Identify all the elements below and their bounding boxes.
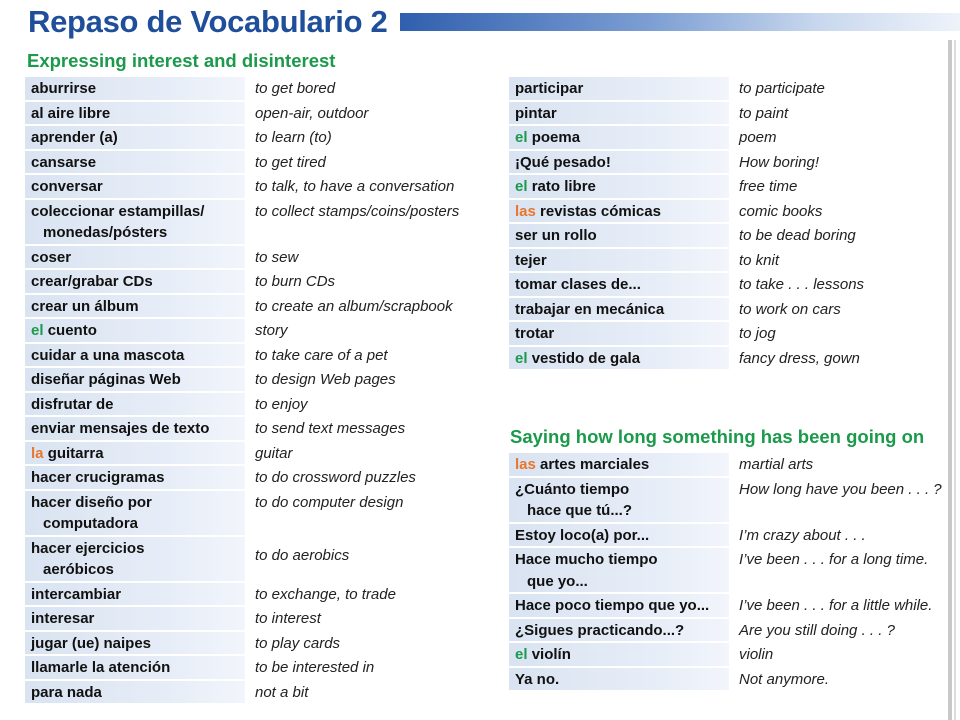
vocab-term	[509, 151, 729, 174]
vocab-article: el	[515, 646, 528, 663]
vocab-row	[509, 224, 947, 247]
vocab-term	[25, 368, 245, 391]
vocab-row	[25, 77, 481, 100]
vocab-term	[25, 200, 245, 244]
vocab-row	[509, 102, 947, 125]
vocab-row	[509, 322, 947, 345]
vocab-meaning: to be dead boring	[739, 227, 856, 244]
vocab-term-text: participar	[515, 80, 584, 97]
vocab-meaning: fancy dress, gown	[739, 349, 860, 367]
vocab-term-text: pintar	[515, 104, 557, 122]
vocab-term	[25, 77, 245, 100]
vocab-term	[25, 246, 245, 269]
vocab-meaning: to design Web pages	[255, 371, 396, 388]
vocab-term	[509, 175, 729, 198]
vocab-term-text: trabajar en mecánica	[515, 300, 665, 318]
vocab-term-text-line2: que yo...	[527, 572, 588, 590]
vocab-meaning: to create an album/scrapbook	[255, 297, 453, 315]
vocab-row	[509, 453, 947, 476]
vocab-row	[25, 344, 481, 367]
vocab-term-text-line2: computadora	[43, 515, 139, 532]
vocab-row	[25, 583, 481, 606]
vocab-term	[509, 548, 729, 592]
vocab-term	[25, 393, 245, 416]
vocab-term-text-line2: hace que tú...?	[527, 502, 633, 519]
vocab-row	[25, 200, 481, 244]
vocab-term	[25, 681, 245, 704]
vocab-meaning: I’ve been . . . for a little while.	[739, 597, 933, 614]
vocab-meaning: to interest	[255, 610, 321, 627]
vocab-row	[509, 175, 947, 198]
vocab-term	[25, 656, 245, 679]
vocab-meaning: to knit	[739, 251, 780, 269]
vocab-term-text: artes marciales	[540, 456, 650, 473]
vocab-term	[25, 319, 245, 342]
vocab-term	[509, 668, 729, 691]
vocab-row	[25, 417, 481, 440]
vocab-term-text: revistas cómicas	[540, 202, 661, 220]
vocab-row	[25, 393, 481, 416]
vocab-row	[25, 656, 481, 679]
vocab-meaning: to talk, to have a conversation	[255, 178, 455, 195]
vocab-term	[25, 607, 245, 630]
vocab-term-text: hacer diseño por	[31, 493, 152, 511]
vocab-term	[509, 126, 729, 149]
vocab-article: el	[515, 129, 528, 146]
vocab-article: el	[515, 178, 528, 195]
vocab-term-text: Estoy loco(a) por...	[515, 526, 650, 544]
vocab-meaning: to do crossword puzzles	[255, 469, 416, 486]
vocab-meaning: Are you still doing . . . ?	[739, 621, 895, 639]
vocab-term-text: cuidar a una mascota	[31, 346, 185, 364]
page-edge-divider-secondary	[954, 40, 956, 720]
vocab-term	[25, 442, 245, 465]
vocab-meaning: to learn (to)	[255, 129, 332, 146]
vocab-term	[509, 298, 729, 321]
vocab-term	[25, 295, 245, 318]
vocab-term	[25, 151, 245, 174]
vocab-article: las	[515, 456, 536, 473]
vocab-row	[509, 347, 947, 370]
vocab-term	[25, 417, 245, 440]
vocab-term	[509, 594, 729, 617]
vocab-meaning: martial arts	[739, 456, 814, 473]
vocab-row	[25, 295, 481, 318]
vocab-term-text: aprender (a)	[31, 129, 118, 146]
vocab-term	[509, 478, 729, 522]
vocab-meaning: to do computer design	[255, 493, 404, 511]
vocab-article: las	[515, 202, 536, 220]
vocab-row	[509, 643, 947, 666]
title-gradient-bar	[400, 13, 960, 31]
vocab-meaning: to play cards	[255, 634, 341, 652]
vocab-meaning: comic books	[739, 202, 823, 220]
vocab-term-text: Hace poco tiempo que yo...	[515, 597, 710, 614]
vocab-meaning: How boring!	[739, 153, 820, 171]
vocab-meaning: open-air, outdoor	[255, 104, 369, 122]
vocab-term	[25, 491, 245, 535]
vocab-term	[509, 524, 729, 547]
vocab-meaning: to be interested in	[255, 659, 375, 676]
vocab-row	[25, 466, 481, 489]
vocab-meaning: story	[255, 322, 288, 339]
vocab-term-text: para nada	[31, 683, 102, 701]
vocab-term-text: coleccionar estampillas/	[31, 202, 205, 220]
vocab-row	[509, 298, 947, 321]
vocab-term-text: tomar clases de...	[515, 276, 641, 293]
vocab-meaning: to take . . . lessons	[739, 276, 865, 293]
vocab-term-text: rato libre	[531, 178, 596, 195]
section-heading-interest: Expressing interest and disinterest	[27, 50, 336, 71]
vocab-term	[509, 643, 729, 666]
vocab-article: el	[31, 322, 44, 339]
vocab-meaning: to burn CDs	[255, 273, 336, 290]
vocab-term-text: cuento	[47, 322, 97, 339]
vocab-term	[509, 619, 729, 642]
vocab-row	[25, 175, 481, 198]
vocab-term-text: ser un rollo	[515, 227, 597, 244]
vocab-row	[509, 249, 947, 272]
vocab-meaning: to do aerobics	[255, 546, 350, 564]
vocab-term-text: llamarle la atención	[31, 659, 171, 676]
vocab-meaning: to collect stamps/coins/posters	[255, 202, 460, 220]
vocab-term	[509, 249, 729, 272]
vocab-term-text: cansarse	[31, 153, 97, 171]
vocab-meaning: to take care of a pet	[255, 346, 388, 364]
vocab-term-text: aburrirse	[31, 80, 97, 97]
vocab-column-duration	[509, 453, 947, 692]
vocab-column-right	[509, 77, 947, 371]
vocab-row	[509, 668, 947, 691]
vocab-meaning: violin	[739, 646, 774, 663]
vocab-term	[25, 537, 245, 581]
vocab-row	[25, 607, 481, 630]
vocab-term	[509, 453, 729, 476]
vocab-term-text: vestido de gala	[531, 349, 641, 367]
vocab-term	[25, 175, 245, 198]
vocab-term-text: ¿Sigues practicando...?	[515, 621, 685, 639]
vocab-meaning: to jog	[739, 325, 776, 342]
vocab-term-text: ¡Qué pesado!	[515, 153, 611, 171]
vocab-term-text: hacer ejercicios	[31, 539, 145, 557]
vocab-meaning: How long have you been . . . ?	[739, 480, 942, 498]
vocab-term	[25, 126, 245, 149]
vocab-term	[25, 632, 245, 655]
vocab-row	[25, 151, 481, 174]
vocab-term	[25, 270, 245, 293]
section-heading-duration: Saying how long something has been going on	[510, 426, 925, 447]
vocab-term-text: interesar	[31, 610, 95, 627]
vocab-meaning: to get bored	[255, 80, 336, 97]
vocab-row	[509, 151, 947, 174]
vocab-meaning: free time	[739, 178, 798, 195]
vocab-term-text: coser	[31, 248, 72, 266]
vocab-meaning: Not anymore.	[739, 670, 830, 688]
vocab-term	[509, 273, 729, 296]
vocab-term	[25, 583, 245, 606]
vocab-row	[509, 273, 947, 296]
vocab-row	[25, 491, 481, 535]
vocab-meaning: to work on cars	[739, 300, 841, 318]
vocab-term-text: violín	[531, 646, 571, 663]
vocab-term-text: hacer crucigramas	[31, 469, 165, 486]
vocab-term-text: poema	[531, 129, 581, 146]
vocab-row	[509, 594, 947, 617]
page-edge-divider	[948, 40, 952, 720]
vocab-meaning: I’ve been . . . for a long time.	[739, 551, 929, 568]
vocab-term	[509, 200, 729, 223]
vocab-term-text: diseñar páginas Web	[31, 371, 181, 388]
vocab-term-text: guitarra	[47, 444, 104, 462]
vocab-term	[509, 347, 729, 370]
vocab-term-text: crear/grabar CDs	[31, 273, 153, 290]
vocab-article: el	[515, 349, 528, 367]
vocab-article: la	[31, 444, 44, 462]
vocab-term-text: enviar mensajes de texto	[31, 420, 210, 437]
vocab-row	[25, 681, 481, 704]
vocab-term-text: intercambiar	[31, 585, 122, 603]
vocab-term	[509, 322, 729, 345]
vocab-term-text: Hace mucho tiempo	[515, 551, 658, 568]
vocab-term-text: crear un álbum	[31, 297, 139, 315]
vocab-meaning: I’m crazy about . . .	[739, 526, 866, 544]
vocab-row	[509, 126, 947, 149]
vocab-meaning: to send text messages	[255, 420, 406, 437]
vocab-term-text: disfrutar de	[31, 395, 114, 413]
vocab-meaning: to get tired	[255, 153, 326, 171]
vocab-term-text: ¿Cuánto tiempo	[515, 480, 630, 498]
vocab-term	[509, 102, 729, 125]
vocab-row	[25, 246, 481, 269]
vocab-meaning: to paint	[739, 104, 789, 122]
vocab-row	[509, 478, 947, 522]
vocab-row	[25, 368, 481, 391]
vocab-term-text: al aire libre	[31, 104, 111, 122]
vocab-term	[509, 224, 729, 247]
vocab-term-text: Ya no.	[515, 670, 560, 688]
page-title: Repaso de Vocabulario 2	[28, 4, 388, 39]
vocab-column-left	[25, 77, 481, 705]
vocab-term	[25, 344, 245, 367]
vocab-term-text-line2: monedas/pósters	[43, 224, 168, 241]
vocab-row	[509, 619, 947, 642]
vocab-row	[25, 632, 481, 655]
vocab-term-text: jugar (ue) naipes	[31, 634, 152, 652]
vocab-term-text: trotar	[515, 325, 555, 342]
vocab-term	[509, 77, 729, 100]
vocab-meaning: guitar	[255, 444, 293, 462]
vocab-row	[509, 548, 947, 592]
vocab-meaning: to sew	[255, 248, 299, 266]
vocab-meaning: poem	[739, 129, 777, 146]
vocab-row	[25, 102, 481, 125]
vocab-meaning: to participate	[739, 80, 825, 97]
vocab-term	[25, 466, 245, 489]
vocab-meaning: to exchange, to trade	[255, 585, 396, 603]
vocab-term-text: tejer	[515, 251, 547, 269]
vocab-meaning: to enjoy	[255, 395, 308, 413]
vocab-row	[509, 200, 947, 223]
vocab-row	[25, 270, 481, 293]
vocab-row	[509, 524, 947, 547]
vocab-row	[25, 442, 481, 465]
vocab-meaning: not a bit	[255, 683, 309, 701]
vocab-row	[25, 537, 481, 581]
vocab-row	[25, 319, 481, 342]
vocab-term-text: conversar	[31, 178, 103, 195]
vocab-row	[509, 77, 947, 100]
vocab-term	[25, 102, 245, 125]
vocab-term-text-line2: aeróbicos	[43, 561, 114, 578]
vocab-row	[25, 126, 481, 149]
